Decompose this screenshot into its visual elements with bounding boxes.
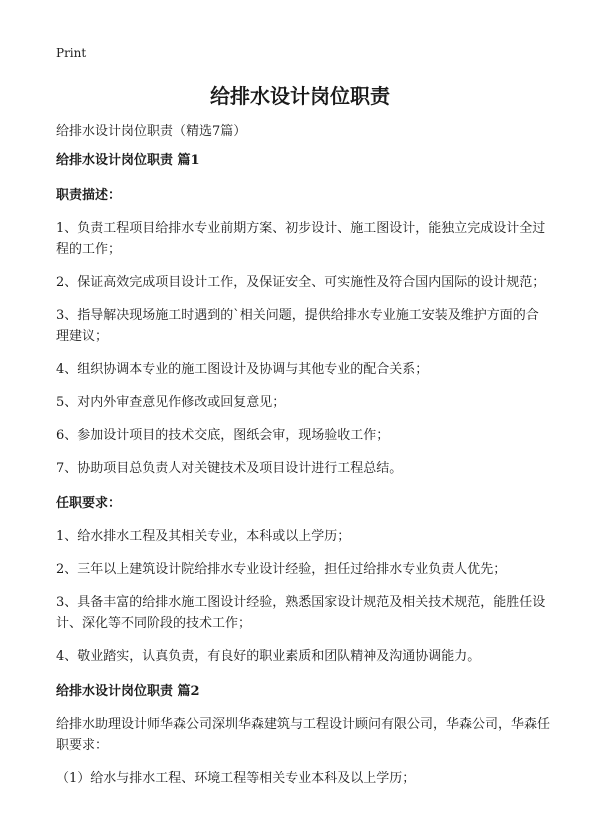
requirement-item: 1、给水排水工程及其相关专业，本科或以上学历； (56, 529, 351, 544)
duty-item: 3、指导解决现场施工时遇到的`相关问题，提供给排水专业施工安装及维护方面的合理建议； (56, 308, 539, 344)
section-1-heading: 给排水设计岗位职责 篇1 (56, 153, 200, 168)
duty-item: 1、负责工程项目给排水专业前期方案、初步设计、施工图设计，能独立完成设计全过程的工作； (56, 221, 546, 257)
requirement-item: 3、具备丰富的给排水施工图设计经验，熟悉国家设计规范及相关技术规范，能胜任设计、深化等不同阶段的技术工作； (56, 595, 546, 631)
duty-item: 4、组织协调本专业的施工图设计及协调与其他专业的配合关系； (56, 362, 429, 377)
duty-item: 6、参加设计项目的技术交底，图纸会审，现场验收工作； (56, 428, 390, 443)
print-link[interactable]: Print (56, 46, 87, 60)
document-subtitle: 给排水设计岗位职责（精选7篇） (56, 124, 247, 139)
duties-heading: 职责描述： (56, 188, 122, 203)
duty-item: 2、保证高效完成项目设计工作，及保证安全、可实施性及符合国内国际的设计规范； (56, 275, 546, 290)
section-2-heading: 给排水设计岗位职责 篇2 (56, 684, 200, 699)
duty-item: 5、对内外审查意见作修改或回复意见； (56, 395, 286, 410)
duty-item: 7、协助项目总负责人对关键技术及项目设计进行工程总结。 (56, 461, 403, 476)
document-body (56, 150, 551, 789)
section-2-intro: 给排水助理设计师华森公司深圳华森建筑与工程设计顾问有限公司，华森公司，华森任职要求： (56, 717, 551, 753)
section-2-item: （1）给水与排水工程、环境工程等相关专业本科及以上学历； (56, 771, 416, 786)
requirements-heading: 任职要求： (56, 496, 122, 511)
page-title: 给排水设计岗位职责 (210, 84, 390, 108)
requirement-item: 4、敬业踏实，认真负责，有良好的职业素质和团队精神及沟通协调能力。 (56, 649, 481, 664)
requirement-item: 2、三年以上建筑设计院给排水专业设计经验，担任过给排水专业负责人优先； (56, 562, 507, 577)
